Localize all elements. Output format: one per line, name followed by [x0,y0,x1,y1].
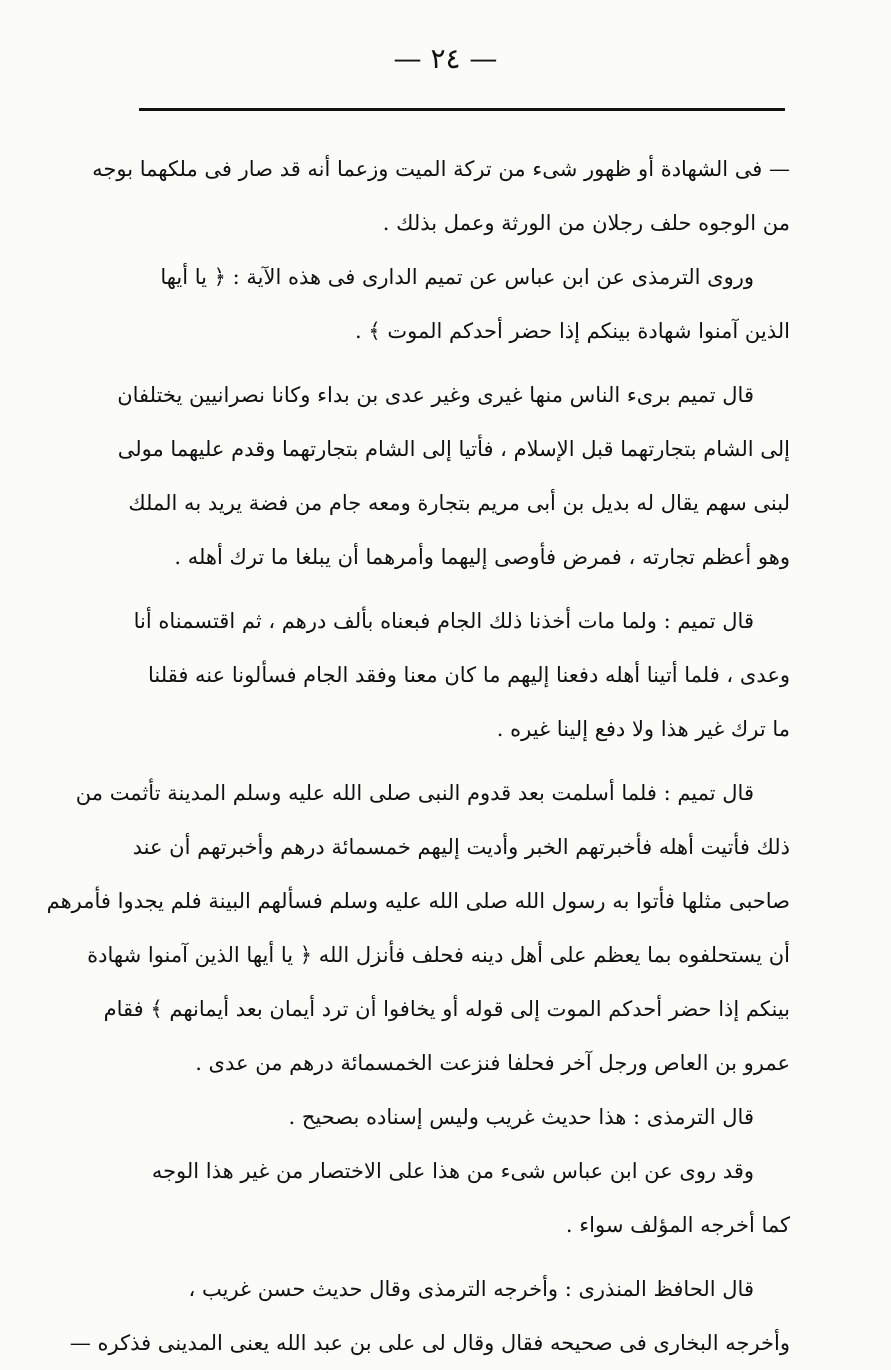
text-line: عمرو بن العاص ورجل آخر فحلفا فنزعت الخمسمائة درهم من عدى . [195,1051,790,1075]
text-line: إلى الشام بتجارتهما قبل الإسلام ، فأتيا إلى الشام بتجارتهما وقدم عليهما مولى [117,437,790,461]
text-line: وهو أعظم تجارته ، فمرض فأوصى إليهما وأمرهما أن يبلغا ما ترك أهله . [174,545,790,569]
text-line: وروى الترمذى عن ابن عباس عن تميم الدارى فى هذه الآية : ﴿ يا أيها [160,265,754,289]
page-number: — ٢٤ — [393,42,498,75]
text-line: قال الحافظ المنذرى : وأخرجه الترمذى وقال حديث حسن غريب ، [188,1277,754,1301]
text-line: قال الترمذى : هذا حديث غريب وليس إسناده بصحيح . [288,1105,754,1129]
paragraph [130,1090,790,1144]
paragraph-gap [130,584,790,594]
text-line: بينكم إذا حضر أحدكم الموت إلى قوله أو يخافوا أن ترد أيمان بعد أيمانهم ﴾ فقام [103,997,790,1021]
paragraph [130,594,790,756]
text-line: قال تميم برىء الناس منها غيرى وغير عدى بن بداء وكانا نصرانيين يختلفان [117,383,754,407]
paragraph [130,1144,790,1252]
paragraph [69,1262,790,1370]
text-line: وعدى ، فلما أتينا أهله دفعنا إليهم ما كان معنا وفقد الجام فسألونا عنه فقلنا [148,663,790,687]
text-line: لبنى سهم يقال له بديل بن أبى مريم بتجارة ومعه جام من فضة يريد به الملك [128,491,790,515]
text-line: — فى الشهادة أو ظهور شىء من تركة الميت وزعما أنه قد صار فى ملكهما بوجه [92,157,790,181]
text-line: الذين آمنوا شهادة بينكم إذا حضر أحدكم الموت ﴾ . [355,319,790,343]
paragraph [92,142,790,250]
paragraph-gap [130,756,790,766]
text-line: قال تميم : فلما أسلمت بعد قدوم النبى صلى الله عليه وسلم المدينة تأثمت من [75,781,754,805]
paragraph [46,766,790,1090]
text-line: وقد روى عن ابن عباس شىء من هذا على الاختصار من غير هذا الوجه [151,1159,754,1183]
paragraph-gap [130,1252,790,1262]
paragraph-gap [130,358,790,368]
text-line: كما أخرجه المؤلف سواء . [565,1213,790,1237]
paragraph [117,368,790,584]
paragraph [130,250,790,358]
text-line: أن يستحلفوه بما يعظم على أهل دينه فحلف فأنزل الله ﴿ يا أيها الذين آمنوا شهادة [87,943,790,967]
text-line: ذلك فأتيت أهله فأخبرتهم الخبر وأديت إليهم خمسمائة درهم وأخبرتهم أن عند [132,835,790,859]
text-line: قال تميم : ولما مات أخذنا ذلك الجام فبعناه بألف درهم ، ثم اقتسمناه أنا [133,609,754,633]
text-line: وأخرجه البخارى فى صحيحه فقال وقال لى على بن عبد الله يعنى المدينى فذكره — [69,1331,790,1355]
header-rule [139,108,785,111]
text-line: صاحبى مثلها فأتوا به رسول الله صلى الله عليه وسلم فسألهم البينة فلم يجدوا فأمرهم [46,889,790,913]
text-line: من الوجوه حلف رجلان من الورثة وعمل بذلك . [382,211,790,235]
page-body [46,142,790,1370]
text-line: ما ترك غير هذا ولا دفع إلينا غيره . [496,717,790,741]
